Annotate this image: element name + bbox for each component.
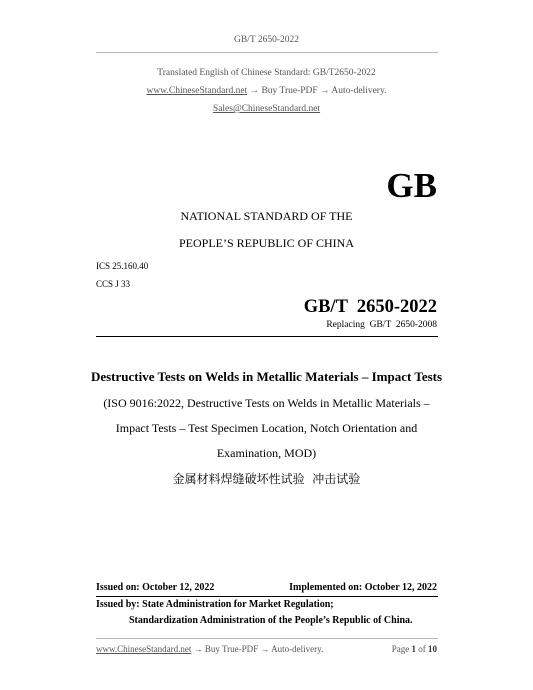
issued-on-date: Issued on: October 12, 2022 <box>96 582 215 593</box>
gb-logo: GB <box>386 166 437 205</box>
site-link[interactable]: www.ChineseStandard.net <box>146 86 248 96</box>
title-divider <box>96 336 438 337</box>
standard-number: GB/T 2650-2022 <box>303 297 437 317</box>
footer-purchase-text: → Buy True-PDF → Auto-delivery. <box>193 644 324 654</box>
current-page-number: 1 <box>411 644 416 654</box>
ics-code: ICS 25.160.40 <box>96 261 149 271</box>
translated-notice: Translated English of Chinese Standard: GB/T2650-2022 <box>157 68 376 78</box>
issuer-line2: Standardization Administration of the People’s Republic of China. <box>129 615 413 626</box>
header-standard-code: GB/T 2650-2022 <box>233 35 299 45</box>
ccs-code: CCS J 33 <box>96 279 131 289</box>
replacing-note: Replacing GB/T 2650-2008 <box>326 320 437 330</box>
purchase-text: → Buy True-PDF → Auto-delivery. <box>249 86 387 96</box>
page-indicator <box>392 644 437 654</box>
purchase-line <box>0 86 533 96</box>
national-standard-line2: PEOPLE’S REPUBLIC OF CHINA <box>178 236 355 250</box>
issuer-line1: Issued by: State Administration for Market Regulation; <box>96 599 334 610</box>
sales-email-link[interactable]: Sales@ChineseStandard.net <box>212 104 321 114</box>
subtitle-line1: (ISO 9016:2022, Destructive Tests on Welds in Metallic Materials – <box>103 396 430 410</box>
footer-purchase-line <box>96 644 323 654</box>
dates-divider <box>96 596 438 597</box>
of-word: of <box>418 644 426 654</box>
subtitle-line2: Impact Tests – Test Specimen Location, Notch Orientation and <box>115 421 418 435</box>
total-pages: 10 <box>428 644 437 654</box>
footer-site-link[interactable]: www.ChineseStandard.net <box>96 644 192 654</box>
chinese-title: 金属材料焊缝破坏性试验 冲击试验 <box>172 472 361 486</box>
subtitle-line3: Examination, MOD) <box>216 446 317 460</box>
document-title: Destructive Tests on Welds in Metallic Materials – Impact Tests <box>90 369 443 384</box>
email-line <box>0 104 533 114</box>
header-divider <box>96 52 438 53</box>
page-word: Page <box>391 644 410 654</box>
footer-divider <box>96 638 438 639</box>
implemented-on-date: Implemented on: October 12, 2022 <box>289 582 437 593</box>
national-standard-line1: NATIONAL STANDARD OF THE <box>180 209 353 223</box>
